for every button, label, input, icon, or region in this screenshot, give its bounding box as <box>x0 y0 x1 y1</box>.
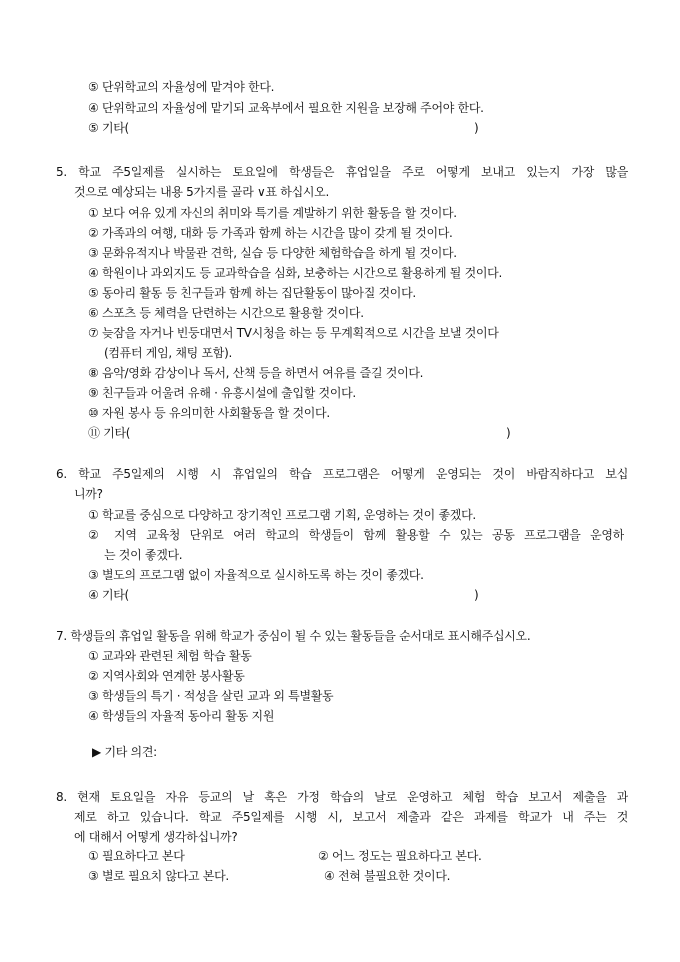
q4-option-3: ⑤ 단위학교의 자율성에 맡겨야 한다. <box>88 80 275 94</box>
q6-title-line2: 니까? <box>74 487 103 501</box>
q6-option-2-cont: 는 것이 좋겠다. <box>104 548 183 562</box>
q6-option-4: ④ 기타( <box>88 588 129 602</box>
q5-option-6: ⑥ 스포츠 등 체력을 단련하는 시간으로 활용할 것이다. <box>88 306 364 320</box>
q5-option-8: ⑧ 음악/영화 감상이나 독서, 산책 등을 하면서 여유를 즐길 것이다. <box>88 366 424 380</box>
q6-option-4-close: ) <box>474 588 479 602</box>
q7-option-4: ④ 학생들의 자율적 동아리 활동 지원 <box>88 709 275 723</box>
q7-option-2: ② 지역사회와 연계한 봉사활동 <box>88 669 245 683</box>
q5-option-4: ④ 학원이나 과외지도 등 교과학습을 심화, 보충하는 시간으로 활용하게 될 것이다. <box>88 266 502 280</box>
q5-option-7: ⑦ 늦잠을 자거나 빈둥대면서 TV시청을 하는 등 무계획적으로 시간을 보낼 것이다 <box>88 326 499 340</box>
q5-option-3: ③ 문화유적지나 박물관 견학, 실습 등 다양한 체험학습을 하게 될 것이다. <box>88 246 457 260</box>
q7-title: 7. 학생들의 휴업일 활동을 위해 학교가 중심이 될 수 있는 활동들을 순서대로 표시해주십시오. <box>56 629 531 643</box>
q5-option-7-cont: (컴퓨터 게임, 채팅 포함). <box>104 346 232 360</box>
q8-option-2: ② 어느 정도는 필요하다고 본다. <box>318 849 482 863</box>
q8-title-line3: 에 대해서 어떻게 생각하십니까? <box>74 830 238 844</box>
q4-option-4: ④ 단위학교의 자율성에 맡기되 교육부에서 필요한 지원을 보장해 주어야 한다. <box>88 101 484 115</box>
q7-option-3: ③ 학생들의 특기 · 적성을 살린 교과 외 특별활동 <box>88 689 334 703</box>
q6-option-2: ② 지역 교육청 단위로 여러 학교의 학생들이 함께 활용할 수 있는 공동 프로그램을 운영하 <box>88 528 624 542</box>
q5-option-11-close: ) <box>506 426 511 440</box>
q5-option-11: ⑪ 기타( <box>88 426 131 440</box>
q5-title-line1: 5. 학교 주5일제를 실시하는 토요일에 학생들은 휴업일을 주로 어떻게 보내고 있는지 가장 많을 <box>56 165 628 179</box>
q5-option-2: ② 가족과의 여행, 대화 등 가족과 함께 하는 시간을 많이 갖게 될 것이다. <box>88 226 453 240</box>
q8-option-3: ③ 별로 필요치 않다고 본다. <box>88 869 229 883</box>
q4-option-5-close: ) <box>474 121 479 135</box>
q6-option-1: ① 학교를 중심으로 다양하고 장기적인 프로그램 기획, 운영하는 것이 좋겠다. <box>88 508 476 522</box>
q6-option-3: ③ 별도의 프로그램 없이 자율적으로 실시하도록 하는 것이 좋겠다. <box>88 568 424 582</box>
q8-title-line1: 8. 현재 토요일을 자유 등교의 날 혹은 가정 학습의 날로 운영하고 체험 학습 보고서 제출을 과 <box>56 790 628 804</box>
q8-option-1: ① 필요하다고 본다 <box>88 849 185 863</box>
q5-option-10: ⑩ 자원 봉사 등 유의미한 사회활동을 할 것이다. <box>88 406 330 420</box>
q5-option-5: ⑤ 동아리 활동 등 친구들과 함께 하는 집단활동이 많아질 것이다. <box>88 286 416 300</box>
q5-title-line2: 것으로 예상되는 내용 5가지를 골라 ∨표 하십시오. <box>74 185 329 199</box>
q8-title-line2: 제로 하고 있습니다. 학교 주5일제를 시행 시, 보고서 제출과 같은 과제를 학교가 내 주는 것 <box>74 810 628 824</box>
q4-option-5: ⑤ 기타( <box>88 121 129 135</box>
q7-other-opinion: ▶ 기타 의견: <box>92 745 157 759</box>
q6-title-line1: 6. 학교 주5일제의 시행 시 휴업일의 학습 프로그램은 어떻게 운영되는 것이 바람직하다고 보십 <box>56 467 628 481</box>
q5-option-1: ① 보다 여유 있게 자신의 취미와 특기를 계발하기 위한 활동을 할 것이다. <box>88 206 457 220</box>
q5-option-9: ⑨ 친구들과 어울려 유해 · 유흥시설에 출입할 것이다. <box>88 386 356 400</box>
q8-option-4: ④ 전혀 불필요한 것이다. <box>324 869 451 883</box>
q7-option-1: ① 교과와 관련된 체험 학습 활동 <box>88 649 252 663</box>
